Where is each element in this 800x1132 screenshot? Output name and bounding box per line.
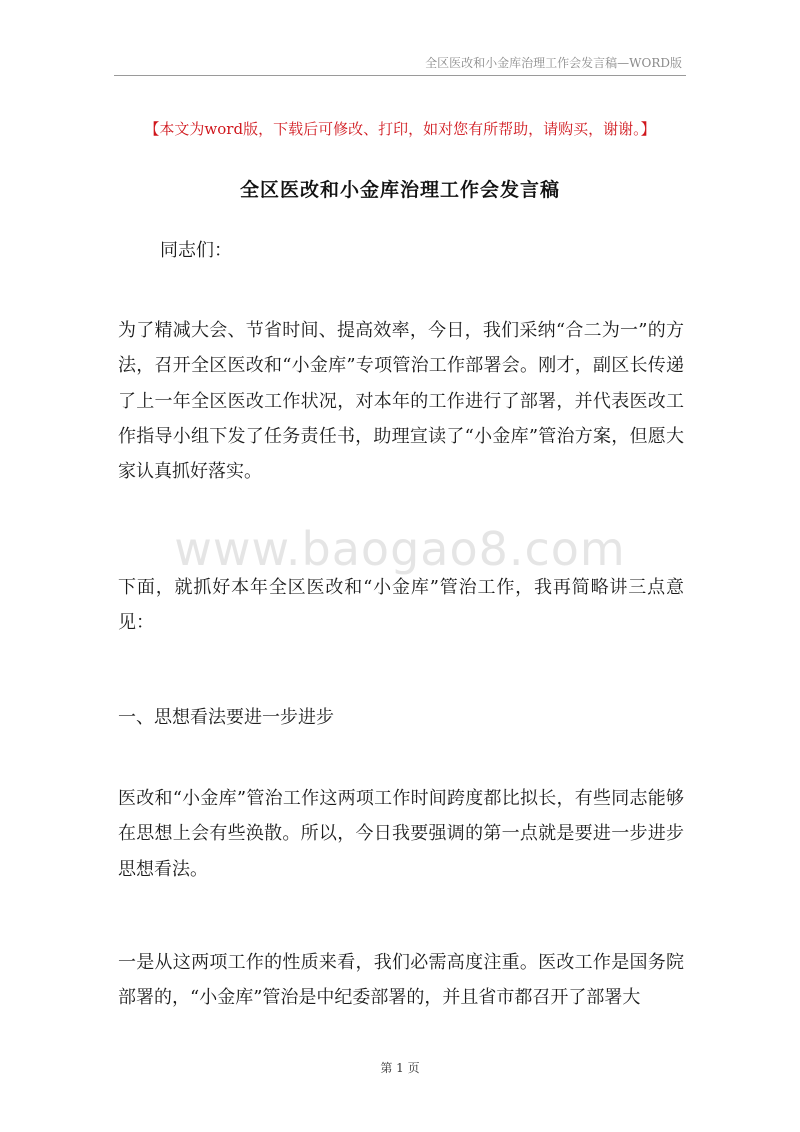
section-heading-1: 一、思想看法要进一步进步 [118, 707, 334, 728]
page-number: 第 1 页 [380, 1061, 420, 1075]
running-header: 全区医改和小金库治理工作会发言稿—WORD版 [425, 56, 682, 70]
download-notice: 【本文为word版，下载后可修改、打印，如对您有所帮助，请购买，谢谢。】 [144, 120, 656, 138]
watermark: www.baogao8.com [174, 522, 626, 576]
header-divider [114, 75, 686, 76]
paragraph-outline: 下面，就抓好本年全区医改和“小金库”管治工作，我再简略讲三点意见： [118, 577, 684, 634]
greeting: 同志们： [160, 240, 232, 261]
document-title: 全区医改和小金库治理工作会发言稿 [239, 179, 560, 201]
paragraph-intro: 为了精减大会、节省时间、提高效率，今日，我们采纳“合二为一”的方法，召开全区医改和“小金库”专项管治工作部署会。刚才，副区长传递了上一年全区医改工作状况，对本年的工作进行了部署，并代表医改工作指导小组下发了任务责任书，助理宣读了“小金库”管治方案，但愿大家认真抓好落实。 [118, 320, 684, 483]
paragraph-point-1: 一是从这两项工作的性质来看，我们必需高度注重。医改工作是国务院部署的，“小金库”管治是中纪委部署的，并且省市都召开了部署大 [118, 952, 684, 1009]
paragraph-section-1: 医改和“小金库”管治工作这两项工作时间跨度都比拟长，有些同志能够在思想上会有些涣散。所以，今日我要强调的第一点就是要进一步进步思想看法。 [118, 788, 684, 880]
